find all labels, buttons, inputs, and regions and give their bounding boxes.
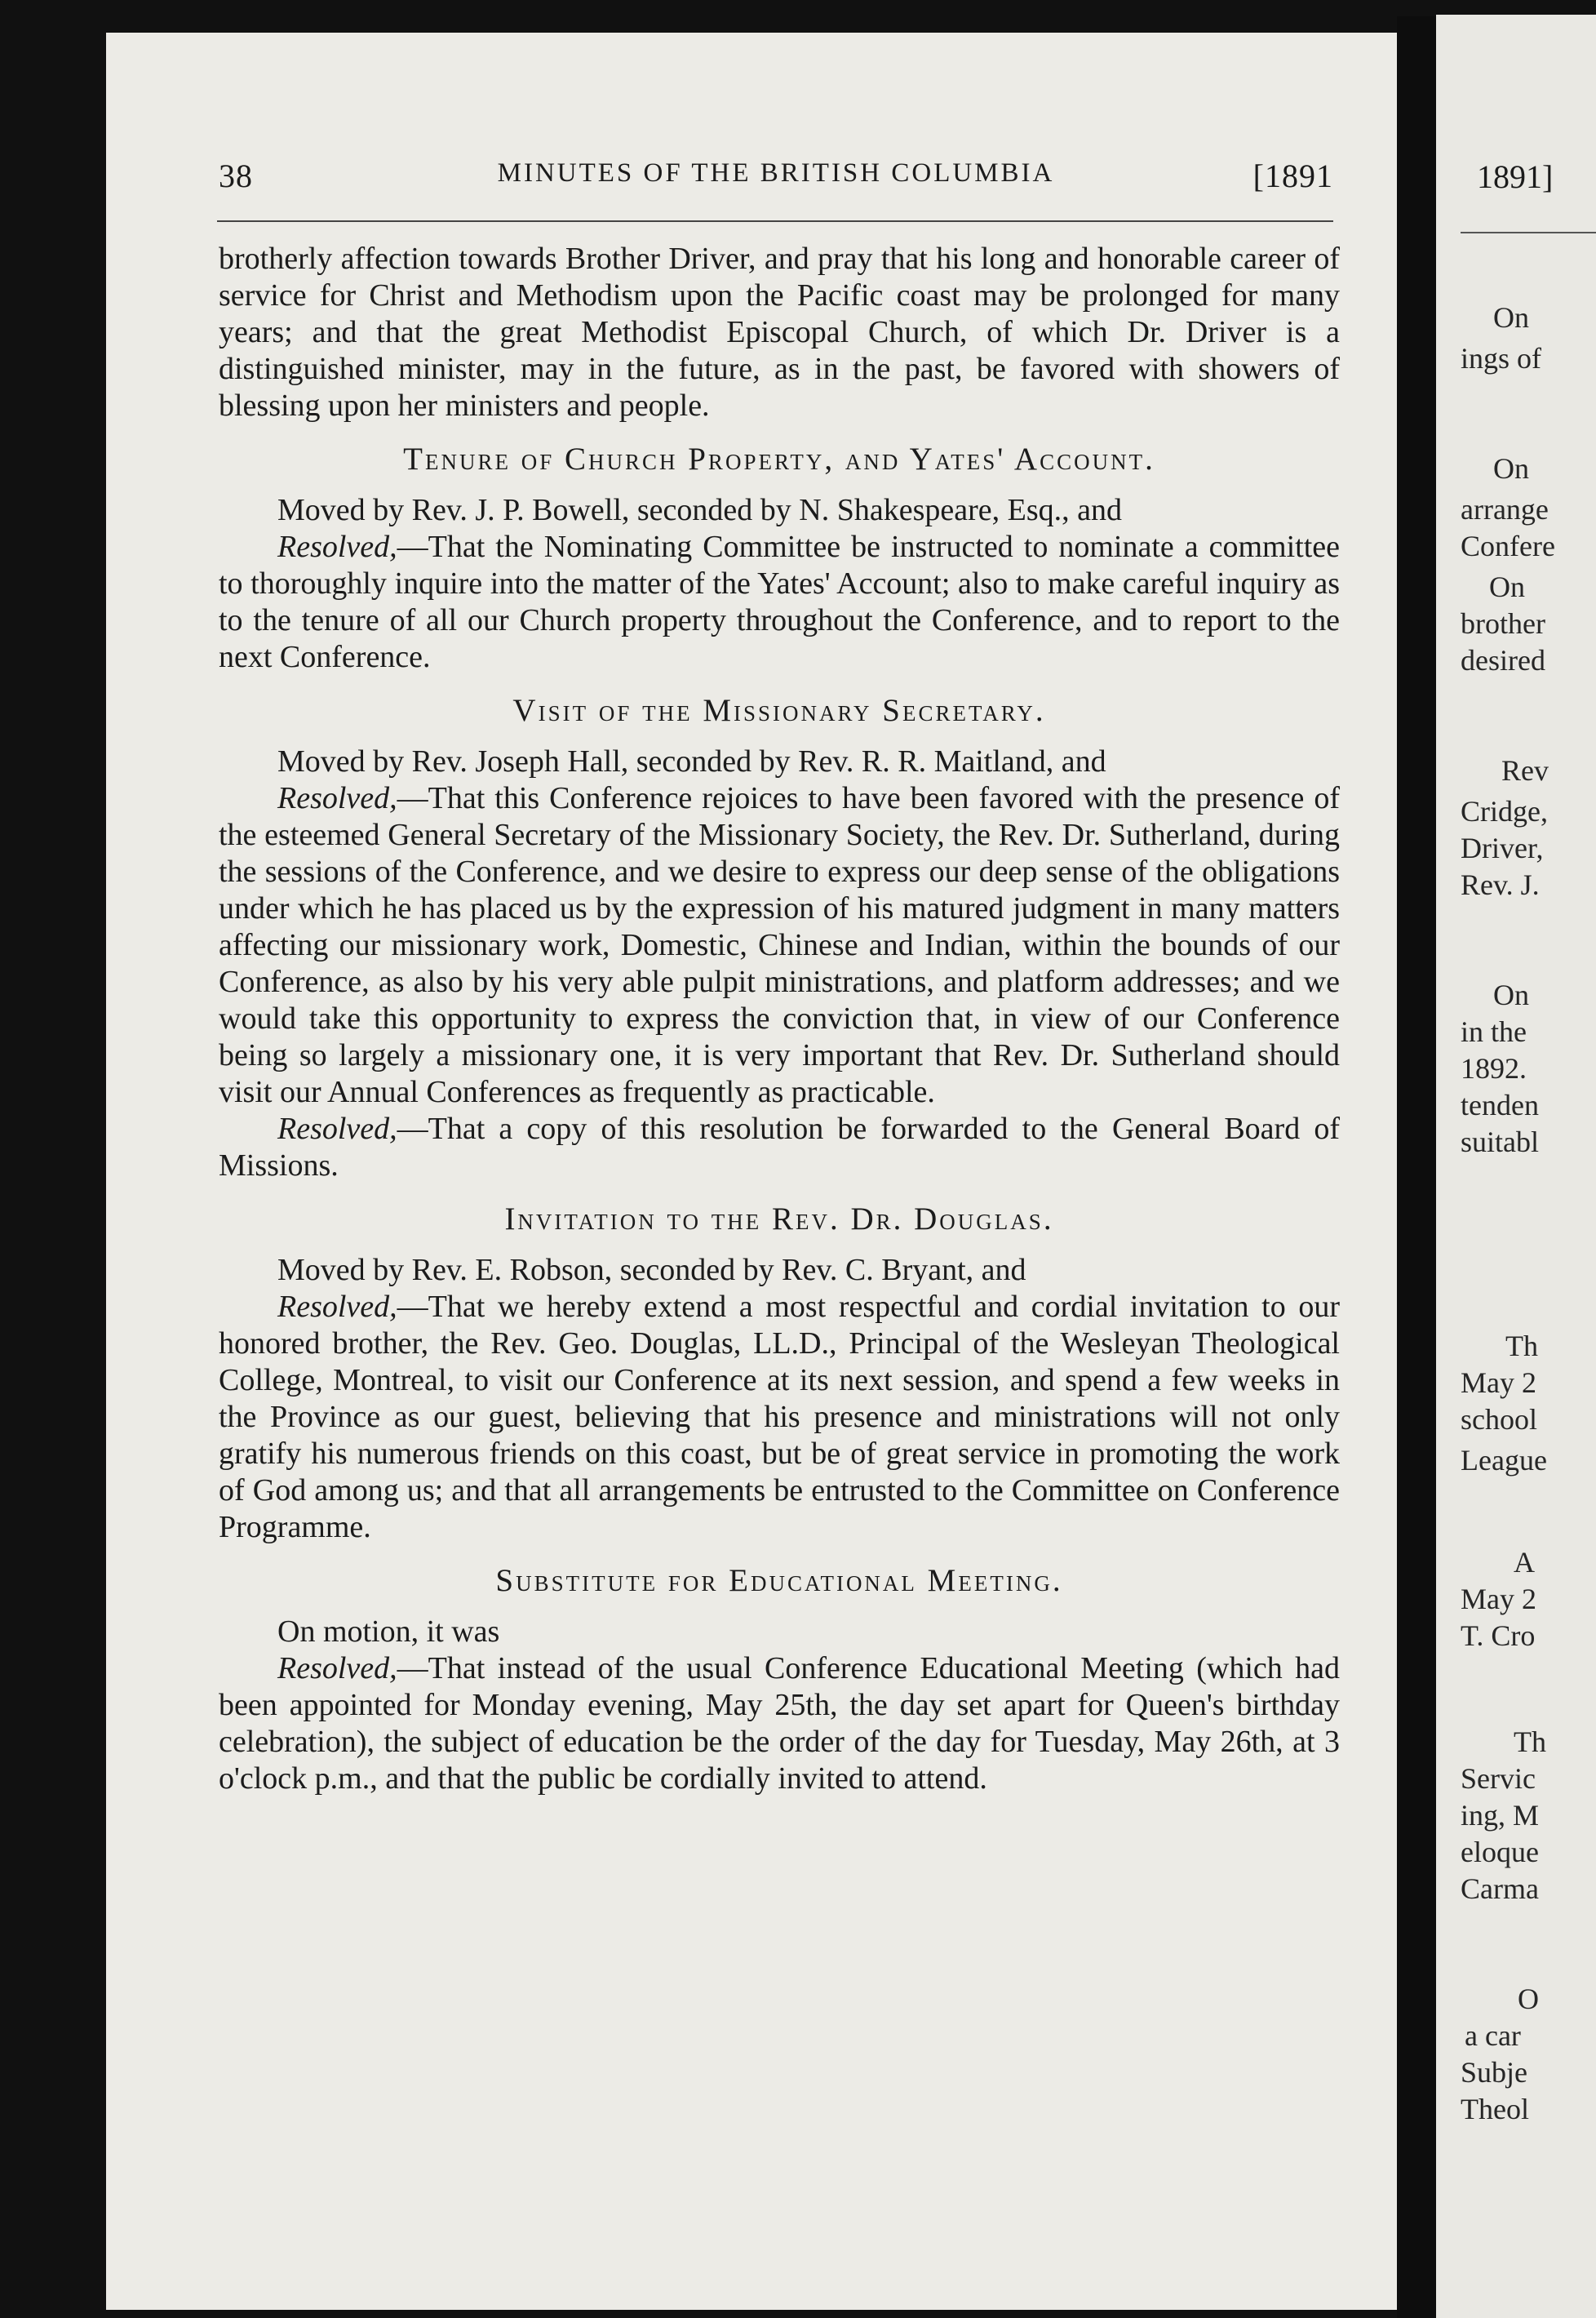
next-page-fragment: desired <box>1461 644 1545 677</box>
next-page-fragment: brother <box>1461 607 1545 640</box>
next-page-fragment: in the <box>1461 1015 1527 1048</box>
next-page-fragment: May 2 <box>1461 1583 1536 1615</box>
resolution-text: —That the Nominating Committee be instructed to nominate a committee to thoroughly inquire into the matter of the Yates' Account; also to make careful inquiry as to the tenure of all our Church property throughout the Conference, and to report to the next Conference. <box>219 530 1340 674</box>
next-page-fragment: Servic <box>1461 1762 1536 1795</box>
next-page-fragment: On <box>1493 452 1529 485</box>
resolution-text: —That instead of the usual Conference Educational Meeting (which had been appointed for Monday evening, May 25th, the day set apart for Queen's birthday celebration), the subject of education be the order of the day for Tuesday, May 26th, at 3 o'clock p.m., and that the public be cordially invited to attend. <box>219 1651 1340 1796</box>
page-next-partial <box>1436 15 1596 2318</box>
next-page-fragment: Theol <box>1461 2093 1529 2125</box>
resolved-label: Resolved, <box>277 1290 397 1324</box>
resolution-paragraph <box>219 529 1340 676</box>
resolution-paragraph <box>219 1289 1340 1546</box>
resolved-label: Resolved, <box>277 1112 397 1146</box>
body-text <box>219 241 1340 1797</box>
section-heading: Visit of the Missionary Secretary. <box>512 693 1046 728</box>
next-page-fragment: a car <box>1465 2019 1521 2052</box>
next-page-fragment: Carma <box>1461 1872 1539 1905</box>
next-page-fragment: ings of <box>1461 342 1541 375</box>
resolution-paragraph <box>219 780 1340 1111</box>
page-number: 38 <box>219 158 253 194</box>
resolution-paragraph <box>219 1650 1340 1797</box>
next-page-fragment: On <box>1493 301 1529 334</box>
section-heading: Tenure of Church Property, and Yates' Account. <box>403 442 1155 477</box>
resolution-text: —That a copy of this resolution be forwarded to the General Board of Missions. <box>219 1112 1340 1183</box>
resolved-label: Resolved, <box>277 781 397 815</box>
paragraph: Moved by Rev. Joseph Hall, seconded by Rev. R. R. Maitland, and <box>277 744 1106 779</box>
section-heading: Invitation to the Rev. Dr. Douglas. <box>504 1201 1054 1237</box>
next-page-rule <box>1461 232 1596 233</box>
running-year: [1891 <box>1252 158 1333 194</box>
section-heading: Substitute for Educational Meeting. <box>495 1563 1063 1598</box>
next-page-fragment: Rev <box>1501 754 1549 787</box>
paragraph: On motion, it was <box>277 1614 500 1649</box>
resolution-text: —That this Conference rejoices to have been favored with the presence of the esteemed General Secretary of the Missionary Society, the Rev. Dr. Sutherland, during the sessions of the Conference, and we desire to express our deep sense of the obligations under which he has placed us by the expression of his matured judgment in many matters affecting our missionary work, Domestic, Chinese and Indian, within the bounds of our Conference, as also by his very able pulpit ministrations, and platform addresses; and we would take this opportunity to express the conviction that, in view of our Conference being so largely a missionary one, it is very important that Rev. Dr. Sutherland should visit our Annual Conferences as frequently as practicable. <box>219 781 1340 1109</box>
next-page-fragment: Rev. J. <box>1461 868 1540 901</box>
next-page-fragment: tenden <box>1461 1089 1539 1121</box>
next-page-fragment: 1892. <box>1461 1052 1527 1085</box>
next-page-fragment: ing, M <box>1461 1799 1540 1832</box>
next-page-fragment: T. Cro <box>1461 1619 1536 1652</box>
next-page-fragment: Th <box>1505 1330 1538 1362</box>
next-page-fragment: O <box>1518 1983 1539 2015</box>
next-page-fragment: school <box>1461 1403 1537 1436</box>
paragraph: brotherly affection towards Brother Driver, and pray that his long and honorable career of service for Christ and Methodism upon the Pacific coast may be prolonged for many years; and that the great Methodist Episcopal Church, of which Dr. Driver is a distinguished minister, may in the future, as in the past, be favored with showers of blessing upon her ministers and people. <box>219 242 1340 423</box>
resolved-label: Resolved, <box>277 1651 397 1685</box>
next-page-fragment: Confere <box>1461 530 1555 562</box>
next-page-fragment: Driver, <box>1461 832 1544 864</box>
next-page-fragment: On <box>1489 571 1525 603</box>
next-page-fragment: A <box>1514 1546 1535 1579</box>
resolved-label: Resolved, <box>277 530 397 564</box>
paragraph: Moved by Rev. E. Robson, seconded by Rev. C. Bryant, and <box>277 1253 1026 1287</box>
resolution-text: —That we hereby extend a most respectful and cordial invitation to our honored brother, the Rev. Geo. Douglas, LL.D., Principal of the Wesleyan Theological College, Montreal, to visit our Conference at its next session, and spend a few weeks in the Province as our guest, believing that his presence and ministrations will not only gratify his numerous friends on this coast, but be of great service in promoting the work of God among us; and that all arrangements be entrusted to the Committee on Conference Programme. <box>219 1290 1340 1544</box>
next-page-fragment: Subje <box>1461 2056 1528 2089</box>
next-page-year: 1891] <box>1477 158 1554 195</box>
running-title: MINUTES OF THE BRITISH COLUMBIA <box>497 158 1055 188</box>
next-page-fragment: eloque <box>1461 1836 1539 1868</box>
book-spine <box>1397 16 1436 2318</box>
running-head <box>219 157 1333 198</box>
next-page-fragment: suitabl <box>1461 1126 1539 1158</box>
next-page-fragment: Th <box>1514 1725 1546 1758</box>
resolution-paragraph <box>219 1111 1340 1184</box>
next-page-fragment: arrange <box>1461 493 1549 526</box>
next-page-fragment: On <box>1493 979 1529 1011</box>
next-page-fragment: League <box>1461 1444 1547 1477</box>
paragraph: Moved by Rev. J. P. Bowell, seconded by N. Shakespeare, Esq., and <box>277 493 1122 527</box>
next-page-fragment: Cridge, <box>1461 795 1548 828</box>
header-rule <box>217 220 1333 222</box>
next-page-fragment: May 2 <box>1461 1366 1536 1399</box>
